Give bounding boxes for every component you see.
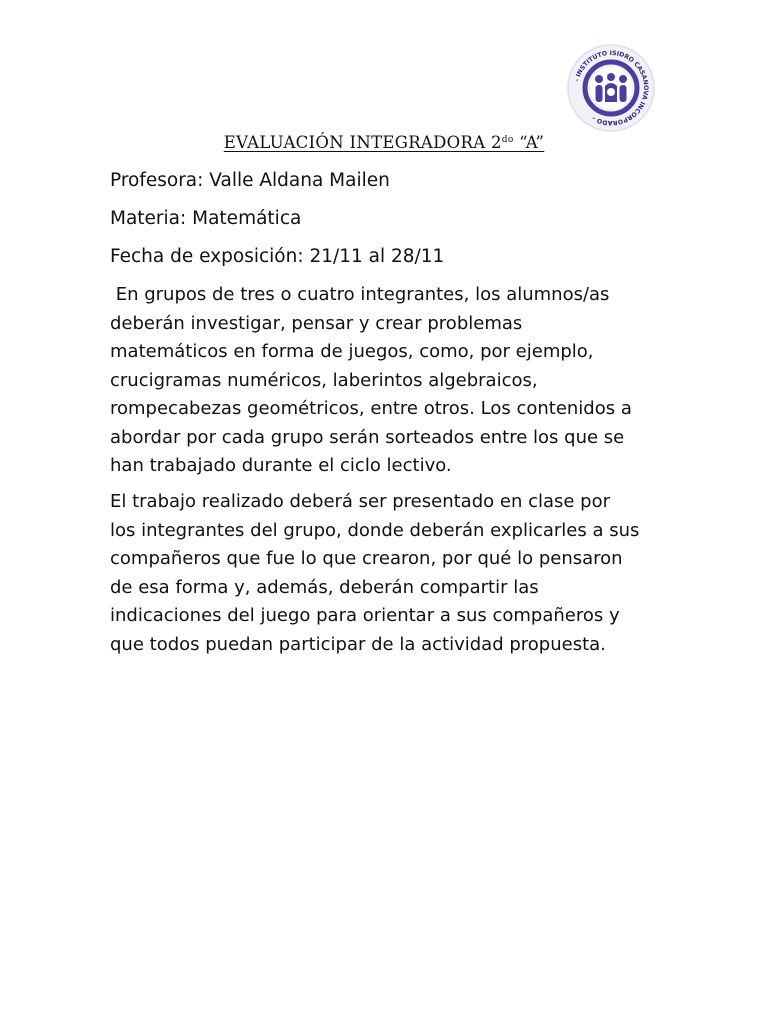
paragraph-2-line: compañeros que fue lo que crearon, por qué lo pensaron	[110, 548, 623, 569]
date-line: Fecha de exposición: 21/11 al 28/11	[110, 246, 445, 267]
paragraph-2-line: que todos puedan participar de la actividad propuesta.	[110, 633, 606, 655]
paragraph-1-line: crucigramas numéricos, laberintos algebraicos,	[110, 369, 538, 391]
logo-ring-text: - INSTITUTO ISIDRO CASANOVA INCORPORADO -	[573, 49, 650, 127]
paragraph-1-line: han trabajado durante el ciclo lectivo.	[110, 455, 452, 476]
title-main: EVALUACIÓN INTEGRADORA 2	[223, 133, 502, 152]
institute-logo	[566, 42, 656, 134]
paragraph-2-line: los integrantes del grupo, donde deberán explicarles a sus	[110, 519, 640, 541]
paragraph-2	[110, 488, 670, 659]
paragraph-1-line: abordar por cada grupo serán sorteados entre los que se	[110, 426, 625, 448]
subject-line: Materia: Matemática	[110, 208, 302, 229]
paragraph-1-line: En grupos de tres o cuatro integrantes, los alumnos/as	[110, 284, 610, 305]
paragraph-2-line: El trabajo realizado deberá ser presentado en clase por	[110, 491, 611, 512]
institute-seal-icon	[566, 42, 656, 134]
document-title	[0, 133, 768, 152]
paragraph-1-line: deberán investigar, pensar y crear problemas	[110, 312, 523, 334]
teacher-line: Profesora: Valle Aldana Mailen	[110, 170, 390, 191]
paragraph-2-line: indicaciones del juego para orientar a sus compañeros y	[110, 605, 620, 626]
title-superscript: do	[501, 135, 514, 145]
paragraph-1	[110, 281, 670, 481]
title-section: “A”	[519, 133, 545, 152]
paragraph-2-line: de esa forma y, además, deberán compartir las	[110, 576, 539, 598]
paragraph-1-line: matemáticos en forma de juegos, como, por ejemplo,	[110, 341, 594, 362]
paragraph-1-line: rompecabezas geométricos, entre otros. Los contenidos a	[110, 398, 632, 419]
